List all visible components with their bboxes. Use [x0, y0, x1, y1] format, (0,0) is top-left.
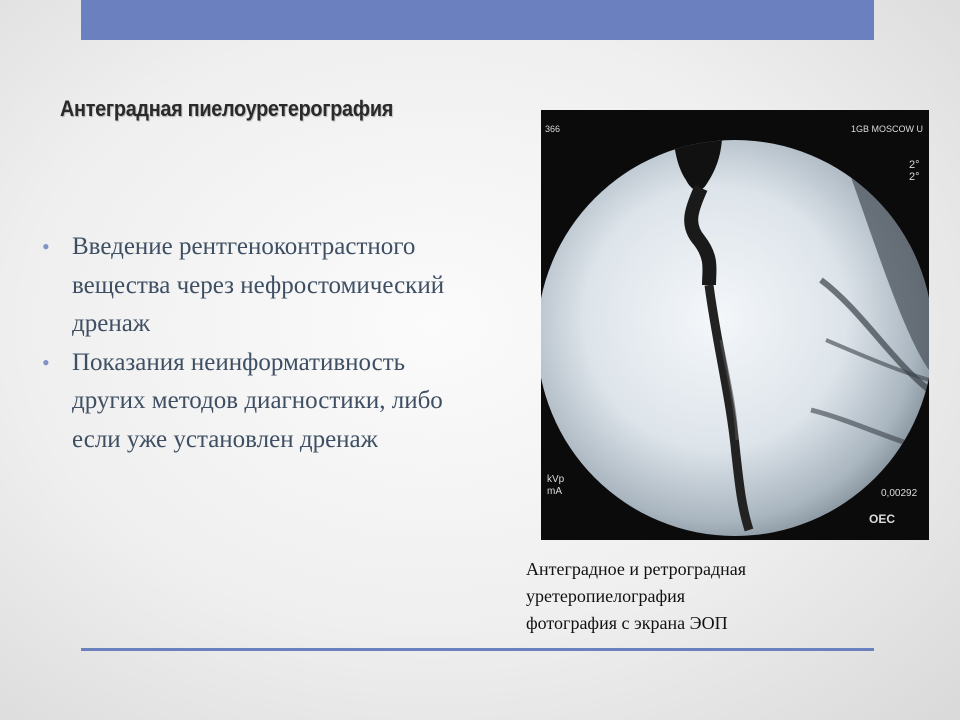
image-label-value: 0,00292: [881, 488, 918, 499]
image-label-angle: 2°: [909, 159, 920, 171]
bullet-list: [42, 228, 482, 459]
slide-title: Антеградная пиелоуретерография: [60, 96, 394, 121]
bullet-text: Введение рентгеноконтрастного вещества через нефростомический дренаж: [72, 233, 445, 337]
image-label-kvp: kVp: [547, 474, 565, 485]
caption-line: фотография с экрана ЭОП: [526, 613, 728, 633]
xray-image: [541, 110, 929, 540]
image-logo: OEC: [869, 512, 896, 526]
bottom-accent-line: [81, 648, 874, 651]
image-label-angle: 2°: [909, 171, 920, 183]
bullet-dot-icon: •: [42, 234, 50, 259]
bullet-item: [42, 344, 482, 460]
image-label-site: 1GB MOSCOW U: [851, 124, 924, 134]
image-label-ma: mA: [547, 486, 562, 497]
image-label-id: 366: [545, 124, 561, 134]
top-accent-bar: [81, 0, 874, 40]
caption-line: уретеропиелография: [526, 586, 686, 606]
bullet-text: Показания неинформативность других методов диагностики, либо если уже установлен дренаж: [72, 348, 443, 453]
image-caption: [526, 556, 856, 637]
bullet-dot-icon: •: [42, 349, 50, 375]
bullet-item: [42, 228, 482, 344]
caption-line: Антеградное и ретроградная: [526, 559, 746, 579]
